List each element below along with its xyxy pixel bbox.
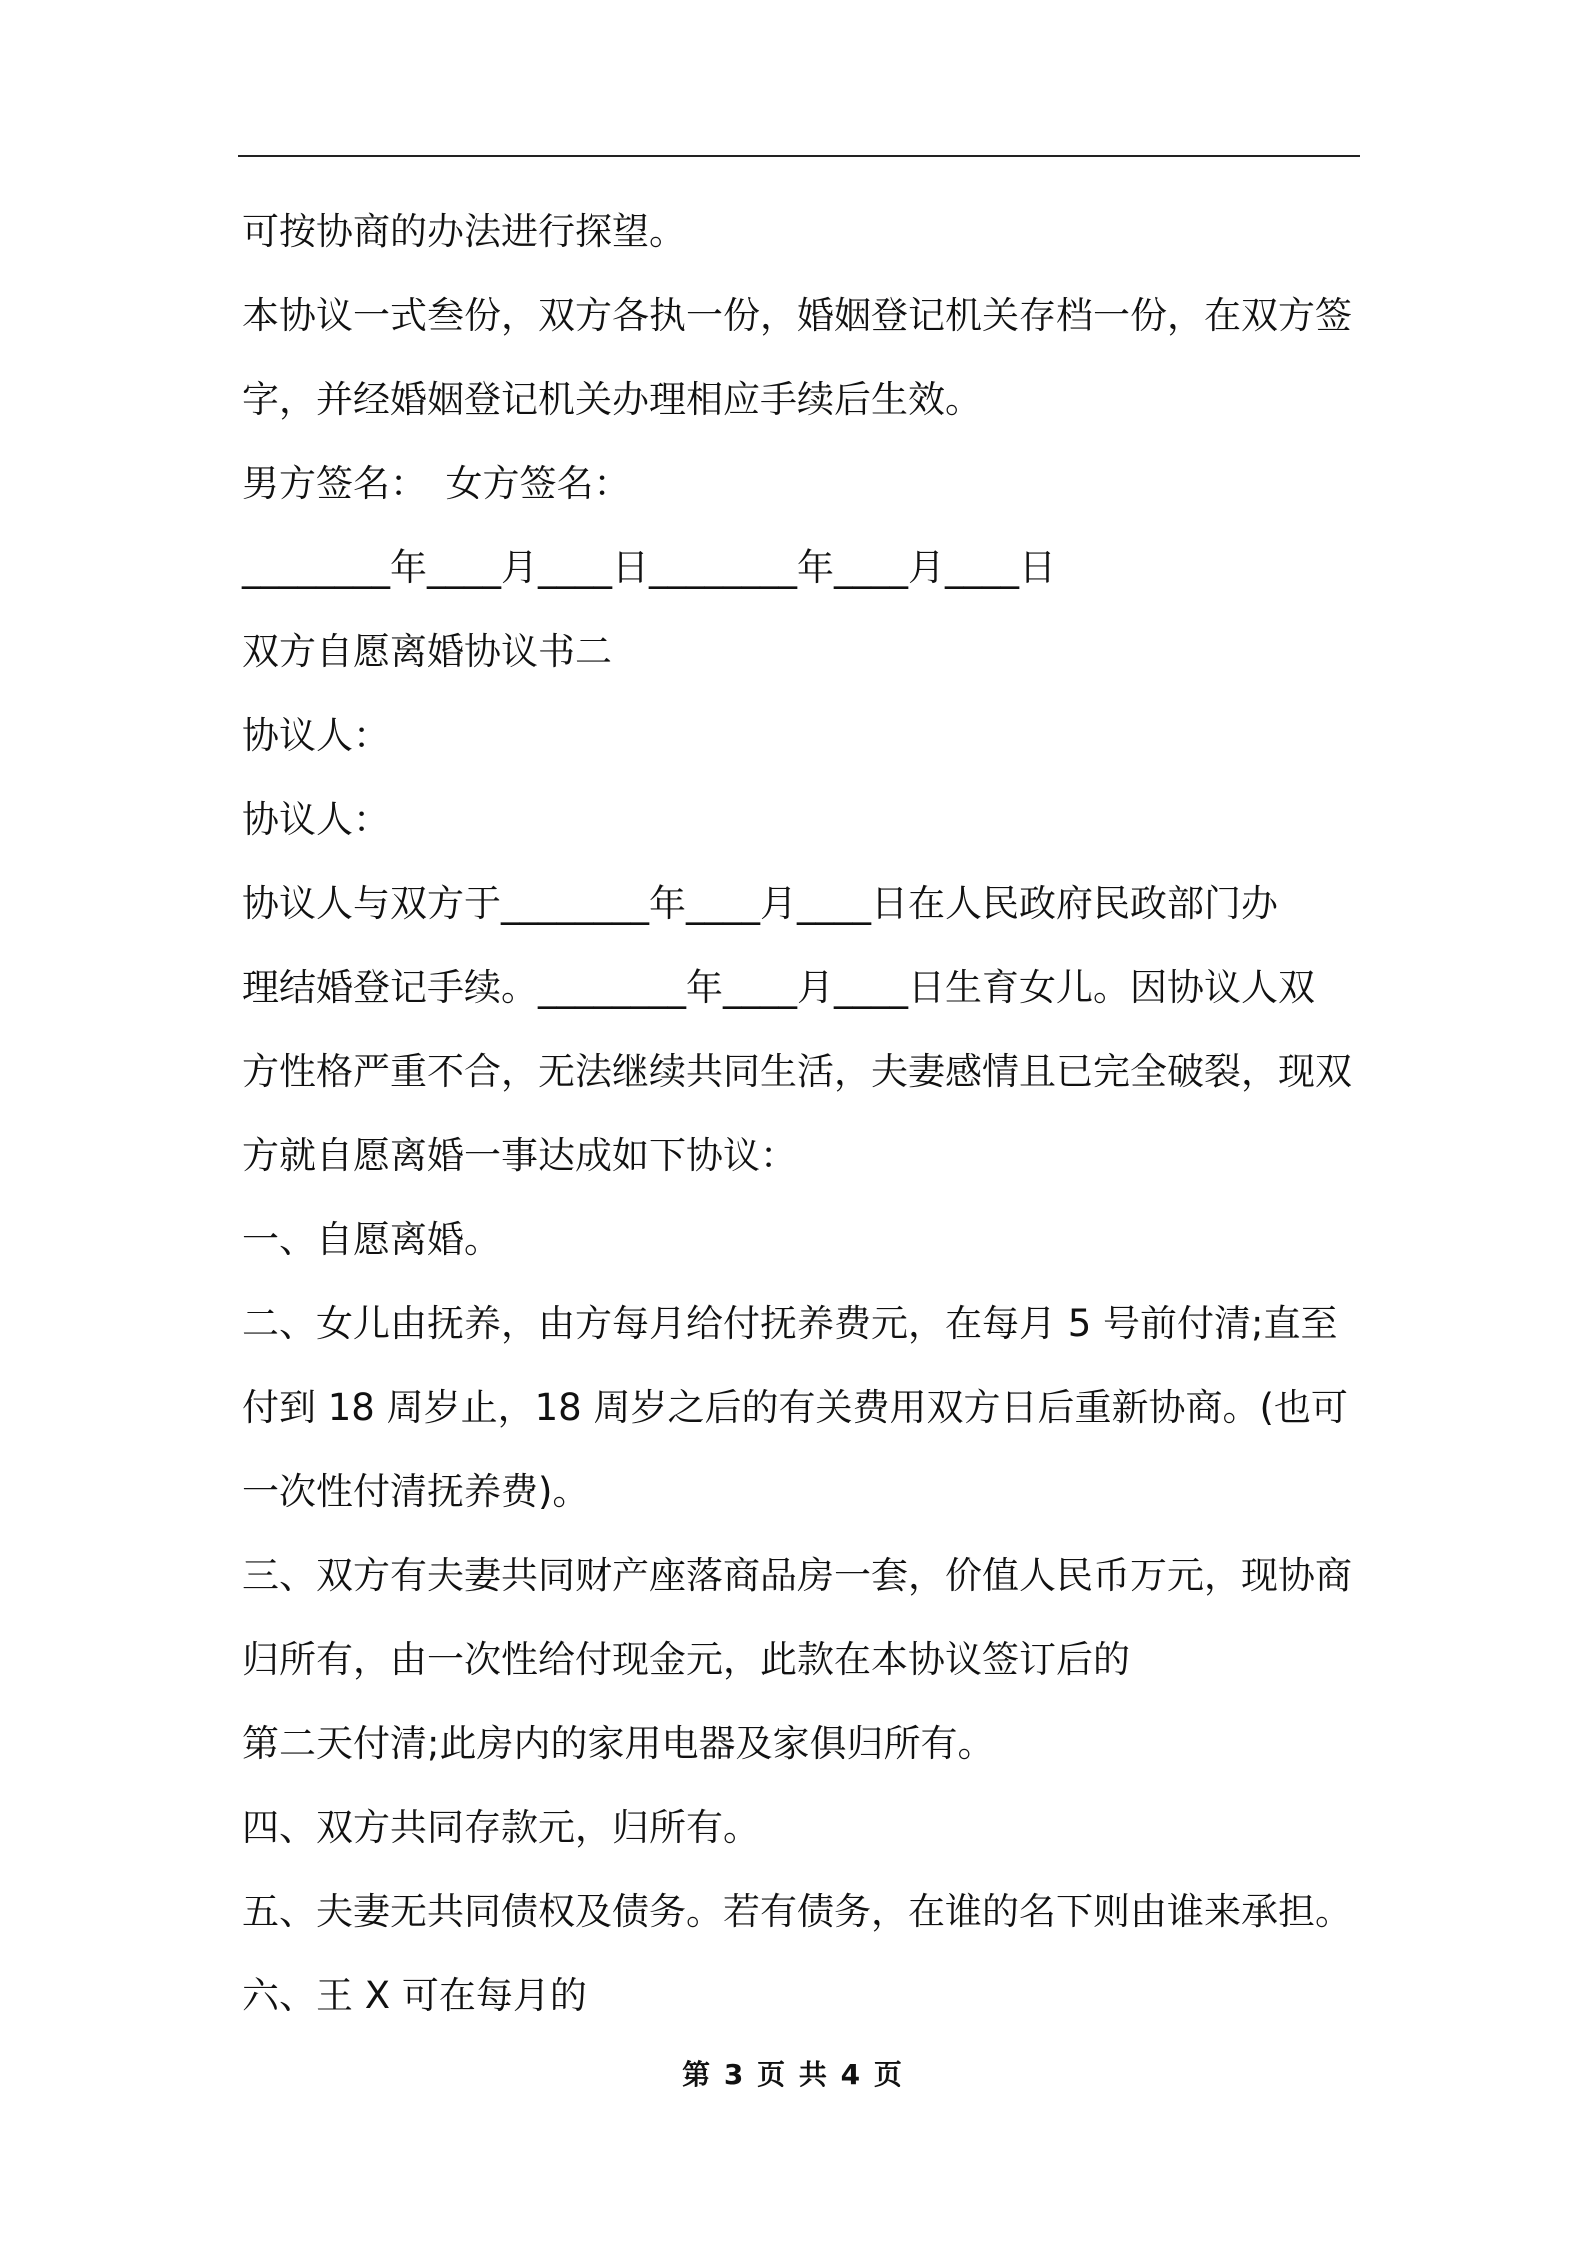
clause-line: 三、双方有夫妻共同财产座落商品房一套，价值人民币万元，现协商: [242, 1554, 1352, 1597]
text-line: 理结婚登记手续。________年____月____日生育女儿。因协议人双: [242, 966, 1315, 1009]
page-number: 第 3 页 共 4 页: [682, 2058, 904, 2091]
clause-line: 二、女儿由抚养，由方每月给付抚养费元，在每月 5 号前付清;直至: [242, 1302, 1338, 1345]
text-line: 字，并经婚姻登记机关办理相应手续后生效。: [242, 378, 982, 421]
clause-line: 六、王 X 可在每月的: [242, 1974, 587, 2017]
clause-line: 四、双方共同存款元，归所有。: [242, 1806, 760, 1849]
date-line: ________年____月____日________年____月____日: [242, 546, 1056, 589]
text-line: 可按协商的办法进行探望。: [242, 210, 686, 253]
text-line: 协议人与双方于________年____月____日在人民政府民政部门办: [242, 882, 1278, 925]
clause-line: 五、夫妻无共同债权及债务。若有债务，在谁的名下则由谁来承担。: [242, 1890, 1352, 1933]
document-body: [242, 190, 1362, 2038]
party-line: 协议人：: [242, 714, 390, 757]
section-title: 双方自愿离婚协议书二: [242, 630, 612, 673]
text-line: 方性格严重不合，无法继续共同生活，夫妻感情且已完全破裂，现双: [242, 1050, 1352, 1093]
text-line: 本协议一式叁份，双方各执一份，婚姻登记机关存档一份，在双方签: [242, 294, 1352, 337]
header-rule: [238, 155, 1360, 157]
signature-line: 男方签名： 女方签名：: [242, 462, 631, 505]
clause-line: 一、自愿离婚。: [242, 1218, 501, 1261]
text-line: 方就自愿离婚一事达成如下协议：: [242, 1134, 797, 1177]
clause-line: 第二天付清;此房内的家用电器及家俱归所有。: [242, 1722, 995, 1765]
clause-line: 一次性付清抚养费)。: [242, 1470, 590, 1513]
party-line: 协议人：: [242, 798, 390, 841]
clause-line: 付到 18 周岁止，18 周岁之后的有关费用双方日后重新协商。(也可: [242, 1386, 1348, 1429]
clause-line: 归所有，由一次性给付现金元，此款在本协议签订后的: [242, 1638, 1130, 1681]
